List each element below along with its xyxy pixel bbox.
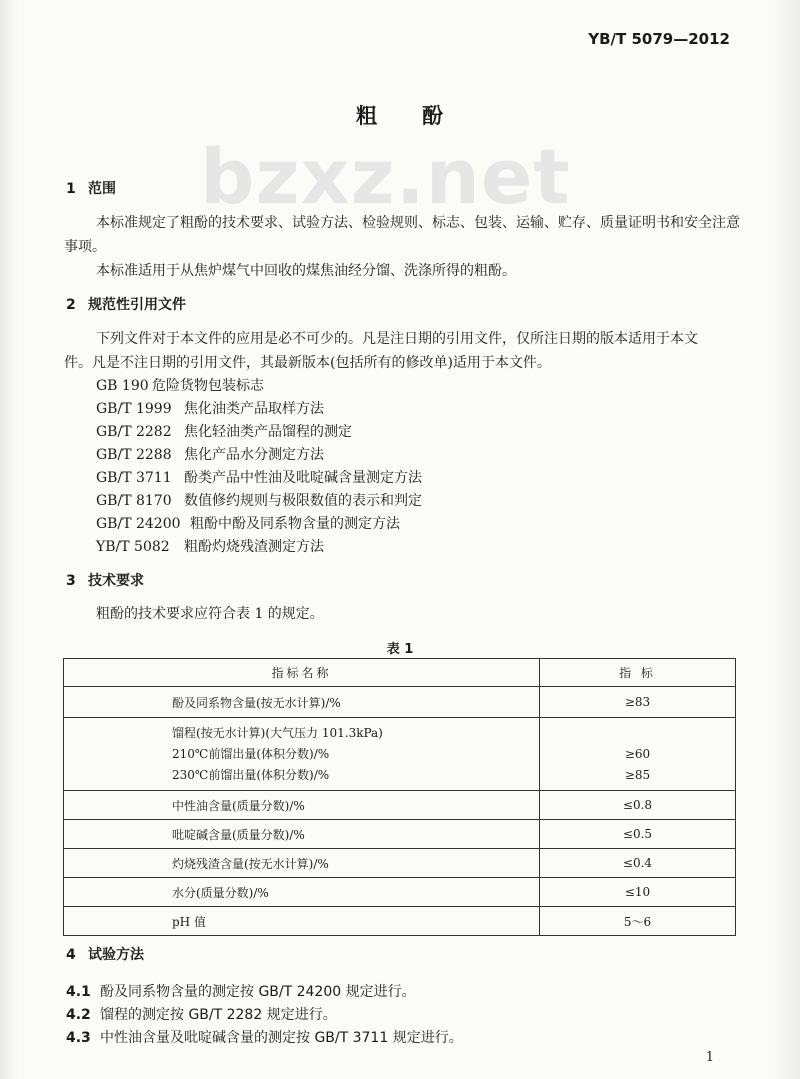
reference-title: 粗酚灼烧残渣测定方法 — [184, 539, 324, 555]
reference-title: 焦化油类产品取样方法 — [184, 401, 324, 417]
indicator-value-line: ≥60 — [624, 746, 651, 761]
section-1-heading — [66, 178, 116, 198]
table-header-row — [64, 659, 736, 687]
reference-code: YB/T 5082 — [96, 539, 170, 555]
technical-requirements-table — [63, 658, 736, 936]
table-row — [64, 687, 736, 718]
document-title — [0, 100, 800, 130]
indicator-name-line: 馏程(按无水计算)(大气压力 101.3kPa) — [172, 725, 383, 740]
indicator-value-line: ≥85 — [624, 767, 651, 782]
indicator-name-line: 230℃前馏出量(体积分数)/% — [172, 767, 330, 782]
spacer-line — [540, 723, 735, 744]
table-row — [64, 718, 736, 791]
page-left-edge-shadow — [0, 0, 20, 1079]
normative-reference — [96, 398, 324, 418]
indicator-value-multiline — [540, 718, 736, 791]
section-3-para: 粗酚的技术要求应符合表 1 的规定。 — [96, 606, 324, 622]
normative-reference — [96, 421, 352, 441]
section-2-heading — [66, 294, 186, 314]
table-row — [64, 820, 736, 849]
indicator-name: pH 值 — [64, 907, 540, 936]
column-header-indicator-value: 指 标 — [540, 659, 736, 687]
reference-title: 酚类产品中性油及吡啶碱含量测定方法 — [184, 470, 422, 486]
table-row — [64, 878, 736, 907]
table-caption: 表 1 — [386, 642, 414, 657]
reference-title: 焦化产品水分测定方法 — [184, 447, 324, 463]
watermark: bzxz.net — [200, 132, 571, 221]
section-title: 范围 — [88, 181, 116, 197]
title-char-2: 酚 — [422, 104, 444, 128]
reference-code: GB/T 24200 — [96, 516, 181, 532]
indicator-name: 中性油含量(质量分数)/% — [64, 791, 540, 820]
section-2-para-line-1: 下列文件对于本文件的应用是必不可少的。凡是注日期的引用文件，仅所注日期的版本适用于本文 — [96, 331, 698, 347]
page-right-edge-shadow — [766, 0, 800, 1079]
reference-code: GB/T 2282 — [96, 424, 172, 440]
reference-code: GB/T 3711 — [96, 470, 172, 486]
title-char-1: 粗 — [356, 104, 378, 128]
section-number: 3 — [66, 573, 76, 589]
section-1-para-1-line-1: 本标准规定了粗酚的技术要求、试验方法、检验规则、标志、包装、运输、贮存、质量证明书和安全注意 — [96, 215, 740, 231]
indicator-value: 5～6 — [540, 907, 736, 936]
normative-reference — [96, 467, 422, 487]
indicator-value: ≤10 — [540, 878, 736, 907]
normative-reference — [96, 513, 400, 533]
test-method-item — [66, 981, 416, 1001]
table-row — [64, 907, 736, 936]
section-number: 1 — [66, 181, 76, 197]
test-method-item — [66, 1027, 463, 1047]
indicator-name: 水分(质量分数)/% — [64, 878, 540, 907]
section-title: 技术要求 — [88, 573, 144, 589]
clause-number: 4.1 — [66, 984, 91, 1000]
clause-number: 4.2 — [66, 1007, 91, 1023]
normative-reference — [96, 490, 422, 510]
reference-code: GB/T 2288 — [96, 447, 172, 463]
reference-code: GB/T 1999 — [96, 401, 172, 417]
indicator-value: ≤0.4 — [540, 849, 736, 878]
reference-title: 粗酚中酚及同系物含量的测定方法 — [190, 516, 400, 532]
reference-code: GB/T 8170 — [96, 493, 172, 509]
reference-title: 危险货物包装标志 — [152, 378, 264, 394]
clause-number: 4.3 — [66, 1030, 91, 1046]
normative-reference — [96, 375, 264, 395]
reference-title: 数值修约规则与极限数值的表示和判定 — [184, 493, 422, 509]
section-title: 试验方法 — [88, 947, 144, 963]
section-1-para-2: 本标准适用于从焦炉煤气中回收的煤焦油经分馏、洗涤所得的粗酚。 — [96, 263, 516, 279]
clause-text: 酚及同系物含量的测定按 GB/T 24200 规定进行。 — [100, 984, 416, 1000]
indicator-value: ≥83 — [540, 687, 736, 718]
section-number: 4 — [66, 947, 76, 963]
section-title: 规范性引用文件 — [88, 297, 186, 313]
indicator-value: ≤0.5 — [540, 820, 736, 849]
normative-reference — [96, 536, 324, 556]
standard-code: YB/T 5079—2012 — [588, 30, 730, 48]
indicator-name-multiline — [64, 718, 540, 791]
column-header-indicator-name: 指标名称 — [64, 659, 540, 687]
indicator-value: ≤0.8 — [540, 791, 736, 820]
test-method-item — [66, 1004, 337, 1024]
normative-reference — [96, 444, 324, 464]
page-number: 1 — [705, 1050, 714, 1065]
indicator-name: 酚及同系物含量(按无水计算)/% — [64, 687, 540, 718]
indicator-name: 吡啶碱含量(质量分数)/% — [64, 820, 540, 849]
section-3-heading — [66, 570, 144, 590]
section-1-para-1-line-2: 事项。 — [64, 239, 106, 255]
table-row — [64, 849, 736, 878]
section-4-heading — [66, 944, 144, 964]
indicator-name: 灼烧残渣含量(按无水计算)/% — [64, 849, 540, 878]
reference-code: GB 190 — [96, 378, 149, 394]
table-row — [64, 791, 736, 820]
indicator-name-line: 210℃前馏出量(体积分数)/% — [172, 746, 330, 761]
clause-text: 馏程的测定按 GB/T 2282 规定进行。 — [100, 1007, 337, 1023]
section-2-para-line-2: 件。凡是不注日期的引用文件，其最新版本(包括所有的修改单)适用于本文件。 — [64, 355, 551, 371]
reference-title: 焦化轻油类产品馏程的测定 — [184, 424, 352, 440]
clause-text: 中性油含量及吡啶碱含量的测定按 GB/T 3711 规定进行。 — [100, 1030, 463, 1046]
section-number: 2 — [66, 297, 76, 313]
